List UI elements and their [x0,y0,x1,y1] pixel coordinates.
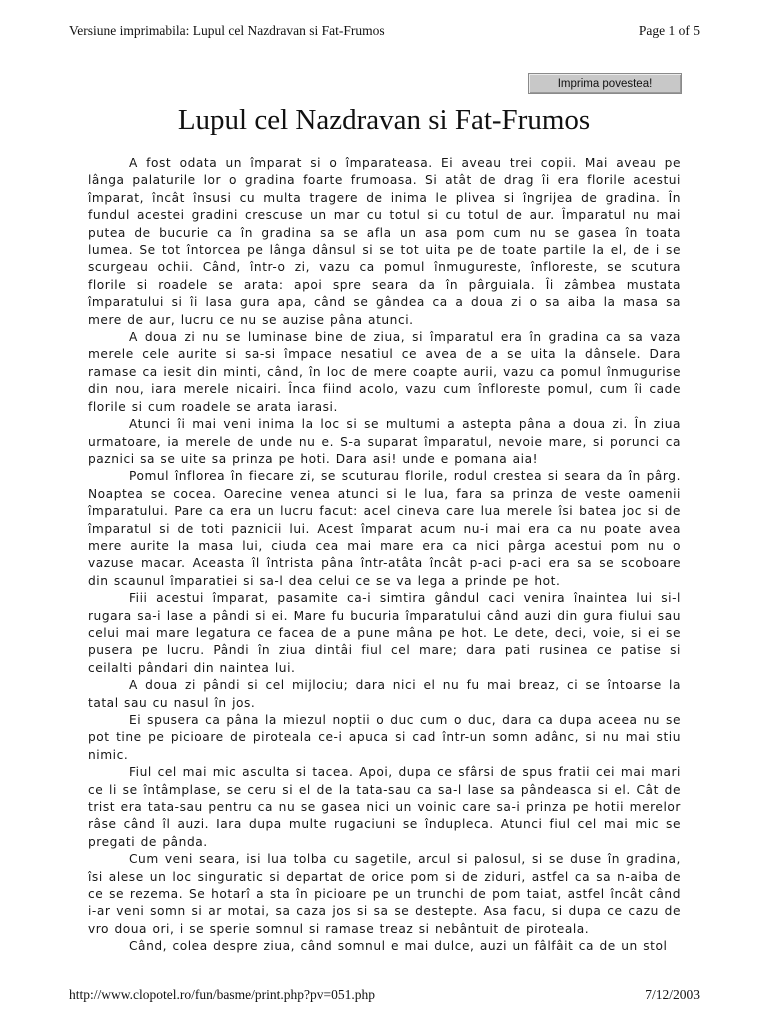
story-title: Lupul cel Nazdravan si Fat-Frumos [177,104,591,136]
story-paragraph: Când, colea despre ziua, când somnul e mai dulce, auzi un fâlfâit ca de un stol [129,939,668,954]
story-paragraph: Ei spusera ca pâna la miezul noptii o duc cum o duc, dara ca dupa aceea nu se pot tine pe picioare de piroteala ce-i apuca si cad într-un somn adânc, si nu mai stiu nimic. [88,713,681,762]
story-paragraph: Atunci îi mai veni inima la loc si se multumi a astepta pâna a doua zi. În ziua urmatoare, ia merele de unde nu e. S-a suparat împaratul, nevoie mare, si porunci ca paznici sa se uite sa prinza pe hoti. Dara asi! unde e pomana aia! [88,417,681,466]
story-paragraph: A fost odata un împarat si o împarateasa. Ei aveau trei copii. Mai aveau pe lânga palaturile lor o gradina foarte frumoasa. Si atât de drag îi era florile acestui împarat, încât însusi cu multa tragere de inima le plivea si îngrijea de gradina. În fundul acestei gradini crescuse un mar cu totul si cu totul de aur. Împaratul nu mai putea de bucurie ca în gradina sa se afla un asa pom cum nu se gasea în toata lumea. Se tot întorcea pe lânga dânsul si se tot uita pe de toate partile la el, de i se scurgeau ochii. Când, într-o zi, vazu ca pomul înmugureste, înfloreste, se scutura florile si roadele se arata: apoi spre seara da în pârguiala. Îi zâmbea mustata împaratului si îi lasa gura apa, când se gândea ca a doua zi o sa aiba la masa sa mere de aur, lucru ce nu se auzise pâna atunci. [88,156,681,327]
story-paragraph: Fiul cel mai mic asculta si tacea. Apoi, dupa ce sfârsi de spus fratii cei mai mari ce li se întâmplase, se ceru si el de la tata-sau ca sa-l lase sa pândeasca si el. Cât de trist era tata-sau pentru ca nu se gasea nici un voinic care sa-i prinza pe hotii merelor râse când îl auzi. Iara dupa multe rugaciuni se îndupleca. Atunci fiul cel mai mic se pregati de pânda. [88,765,681,849]
story-body [88,155,681,956]
footer-date: 7/12/2003 [645,987,700,1002]
story-paragraph: A doua zi nu se luminase bine de ziua, si împaratul era în gradina ca sa vaza merele cele aurite si sa-si împace nesatiul ce avea de a se uita la dânsele. Dara ramase ca iesit din minti, când, în loc de mere coapte aurii, vazu ca pomul înmugurise din nou, iara merele nicairi. Înca fiind acolo, vazu cum înfloreste pomul, cum îi cade florile si cum roadele se arata iarasi. [88,330,681,414]
print-story-button[interactable]: Imprima povestea! [528,73,682,94]
story-paragraph: Fiii acestui împarat, pasamite ca-i simtira gândul caci venira înaintea lui si-l rugara sa-i lase a pândi si ei. Mare fu bucuria împaratului când auzi din gura fiului sau celui mai mare legatura ce facea de a pune mâna pe hot. Le dete, deci, voie, si ei se pusera pe lucru. Pândi în ziua dintâi fiul cel mare; dara pati rusinea ce patise si ceilalti pândari din naintea lui. [88,591,681,675]
story-paragraph: Cum veni seara, isi lua tolba cu sagetile, arcul si palosul, si se duse în gradina, îsi alese un loc singuratic si departat de orice pom si de ziduri, astfel ca sa n-aiba de ce se rezema. Se hotarî a sta în picioare pe un trunchi de pom taiat, astfel încât când i-ar veni somn si ar motai, sa caza jos si sa se destepte. Asa facu, si dupa ce cazu de vro doua ori, i se sperie somnul si ramase treaz si nebântuit de piroteala. [88,852,681,936]
page-number: Page 1 of 5 [638,23,700,38]
footer-url[interactable]: http://www.clopotel.ro/fun/basme/print.php?pv=051.php [69,987,375,1002]
story-paragraph: Pomul înflorea în fiecare zi, se scuturau florile, rodul crestea si seara da în pârg. Noaptea se cocea. Oarecine venea atunci si le lua, fara sa prinza de veste oamenii împaratului. Pare ca era un lucru facut: acel cineva care lua merele îsi batea joc si de împaratul si de toti paznicii lui. Acest împarat acum nu-i mai era ca nu poate avea mere aurite la masa lui, ciuda cea mai mare era ca nici pârga acestui pom nu o vazuse macar. Aceasta îl întrista pâna într-atâta încât p-aci p-aci era sa se scoboare din scaunul împaratiei si sa-l dea celui ce se va lega a prinde pe hot. [88,469,681,588]
story-paragraph: A doua zi pândi si cel mijlociu; dara nici el nu fu mai breaz, ci se întoarse la tatal sau cu nasul în jos. [88,678,681,710]
header-title: Versiune imprimabila: Lupul cel Nazdravan si Fat-Frumos [69,23,385,38]
